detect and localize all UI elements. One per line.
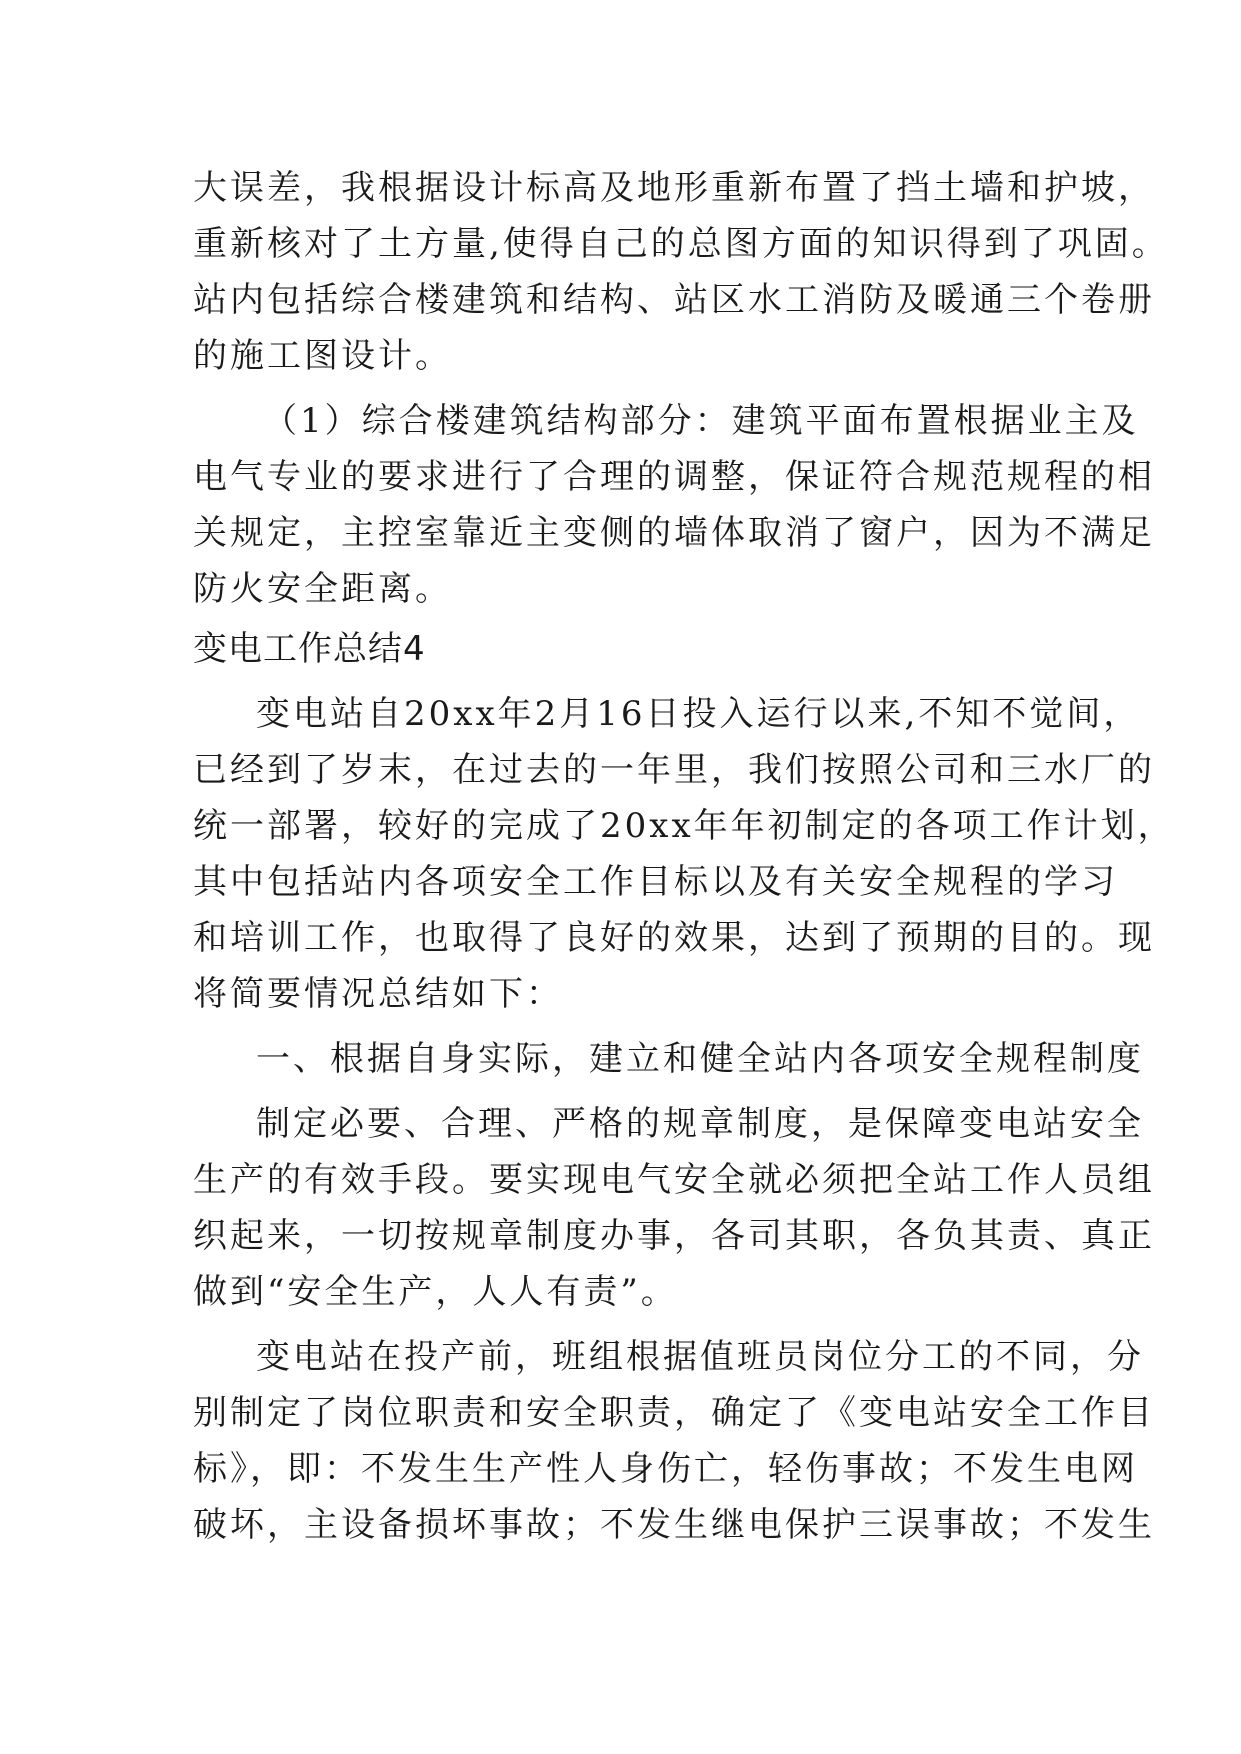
- text-line: 一、根据自身实际，建立和健全站内各项安全规程制度: [256, 1039, 1144, 1079]
- text-line: 电气专业的要求进行了合理的调整，保证符合规范规程的相: [193, 457, 1155, 497]
- text-line: 制定必要、合理、严格的规章制度，是保障变电站安全: [256, 1104, 1144, 1144]
- text-line: 变电站自20xx年2月16日投入运行以来,不知不觉间，: [256, 694, 1141, 734]
- text-line: 的施工图设计。: [193, 336, 452, 376]
- text-line: 其中包括站内各项安全工作目标以及有关安全规程的学习: [193, 862, 1118, 902]
- text-line: 破坏，主设备损坏事故；不发生继电保护三误事故；不发生: [193, 1505, 1155, 1545]
- text-line: 大误差，我根据设计标高及地形重新布置了挡土墙和护坡，: [193, 168, 1155, 208]
- text-line: 变电站在投产前，班组根据值班员岗位分工的不同，分: [256, 1337, 1144, 1377]
- text-line: 生产的有效手段。要实现电气安全就必须把全站工作人员组: [193, 1160, 1155, 1200]
- text-line: 将简要情况总结如下：: [193, 974, 563, 1014]
- text-line: 和培训工作，也取得了良好的效果，达到了预期的目的。现: [193, 918, 1155, 958]
- text-line: 标》，即：不发生生产性人身伤亡，轻伤事故；不发生电网: [193, 1449, 1138, 1489]
- text-line: 防火安全距离。: [193, 569, 452, 609]
- text-line: 已经到了岁末，在过去的一年里，我们按照公司和三水厂的: [193, 750, 1155, 790]
- text-line: 站内包括综合楼建筑和结构、站区水工消防及暖通三个卷册: [193, 280, 1155, 320]
- text-line: 织起来，一切按规章制度办事，各司其职，各负其责、真正: [193, 1216, 1155, 1256]
- section-heading: 变电工作总结4: [193, 629, 426, 669]
- text-line: 统一部署，较好的完成了20xx年年初制定的各项工作计划，: [193, 806, 1175, 846]
- text-line: 别制定了岗位职责和安全职责，确定了《变电站安全工作目: [193, 1393, 1155, 1433]
- text-line: 关规定，主控室靠近主变侧的墙体取消了窗户，因为不满足: [193, 513, 1155, 553]
- text-line: （1）综合楼建筑结构部分：建筑平面布置根据业主及: [263, 401, 1139, 441]
- text-line: 做到“安全生产，人人有责”。: [193, 1272, 678, 1312]
- text-line: 重新核对了土方量,使得自己的总图方面的知识得到了巩固。: [193, 224, 1169, 264]
